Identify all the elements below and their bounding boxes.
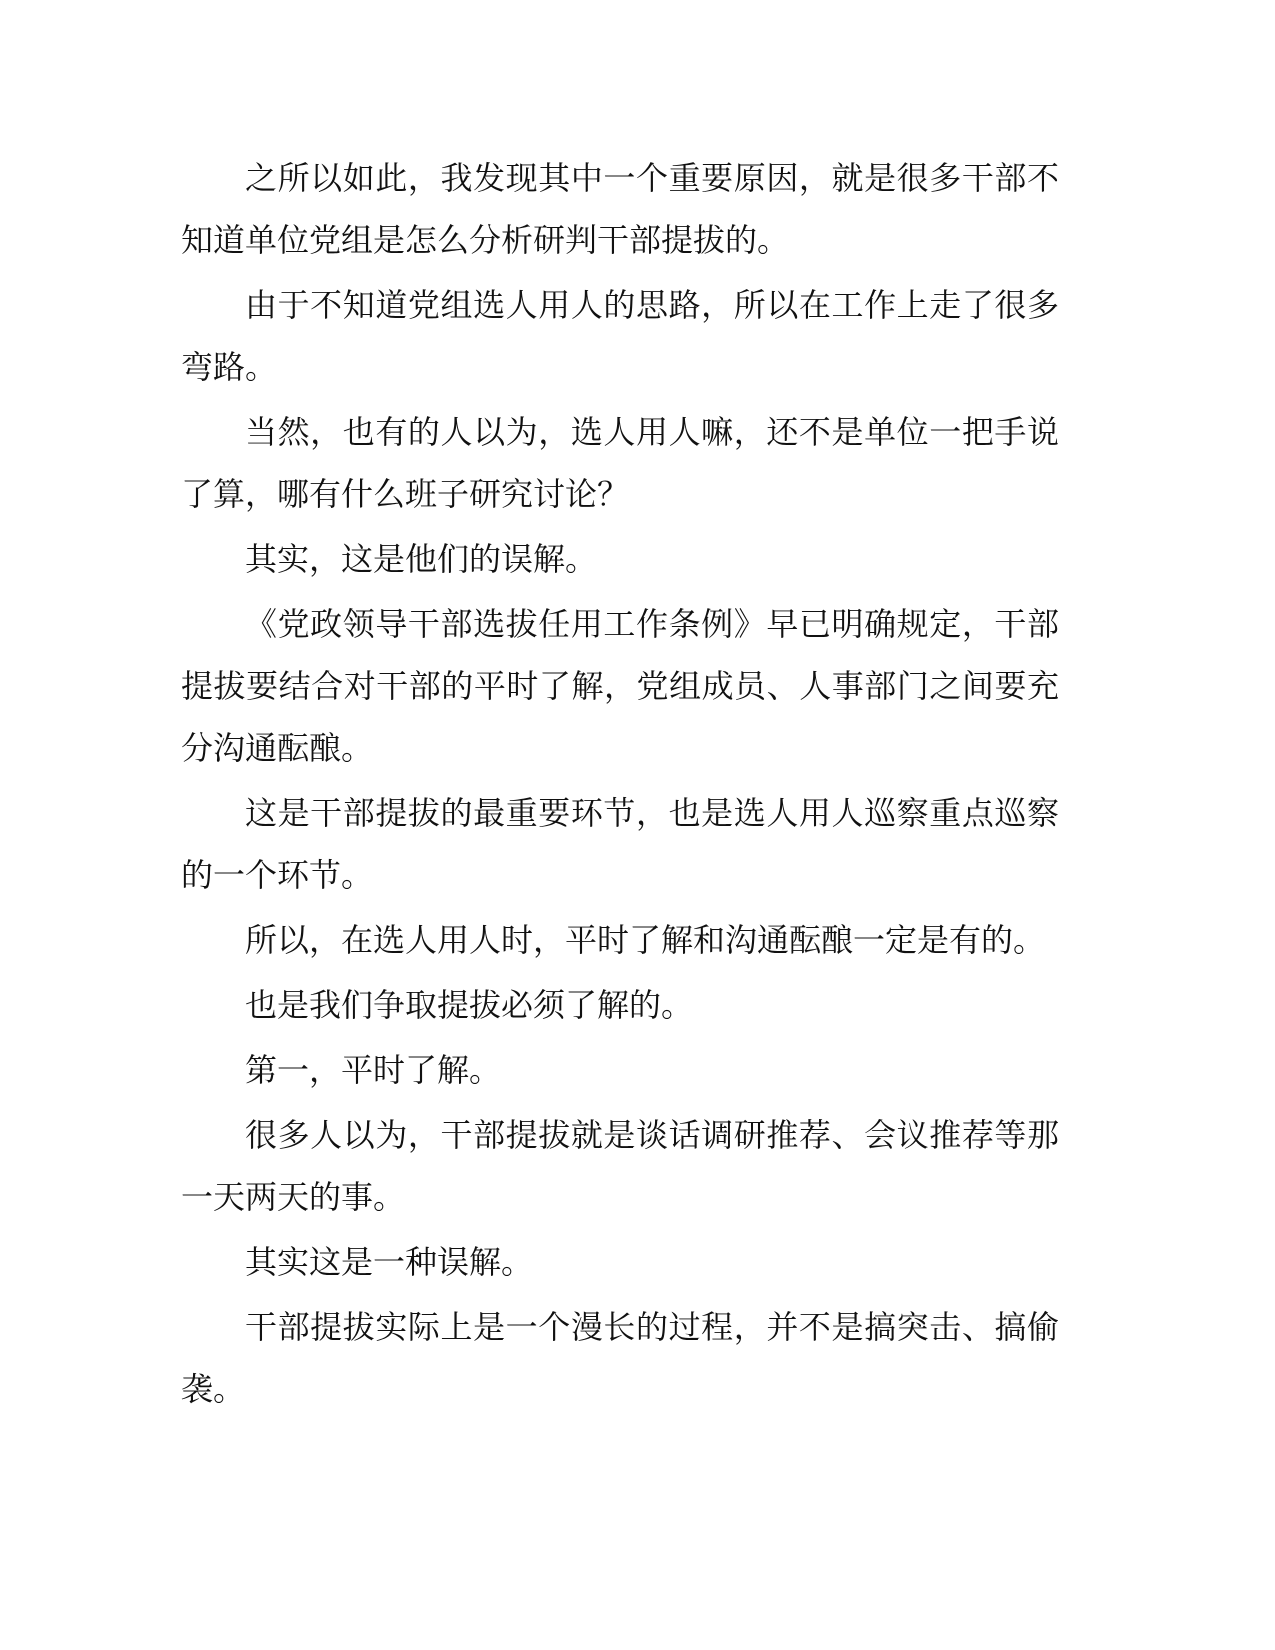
paragraph: 其实这是一种误解。 [245, 1243, 534, 1281]
paragraph: 所以，在选人用人时，平时了解和沟通酝酿一定是有的。 [245, 921, 1046, 959]
paragraph: 之所以如此，我发现其中一个重要原因，就是很多干部不知道单位党组是怎么分析研判干部提拔的。 [181, 159, 1059, 259]
paragraph: 《党政领导干部选拔任用工作条例》早已明确规定，干部提拔要结合对干部的平时了解，党组成员、人事部门之间要充分沟通酝酿。 [181, 605, 1059, 767]
paragraph: 第一，平时了解。 [245, 1051, 502, 1089]
paragraph: 由于不知道党组选人用人的思路，所以在工作上走了很多弯路。 [181, 286, 1059, 386]
document-body [181, 147, 1059, 1423]
paragraph: 也是我们争取提拔必须了解的。 [245, 986, 694, 1024]
paragraph: 其实，这是他们的误解。 [245, 540, 598, 578]
paragraph: 当然，也有的人以为，选人用人嘛，还不是单位一把手说了算，哪有什么班子研究讨论？ [181, 413, 1059, 513]
paragraph: 很多人以为，干部提拔就是谈话调研推荐、会议推荐等那一天两天的事。 [181, 1116, 1059, 1216]
paragraph: 干部提拔实际上是一个漫长的过程，并不是搞突击、搞偷袭。 [181, 1308, 1059, 1408]
paragraph: 这是干部提拔的最重要环节，也是选人用人巡察重点巡察的一个环节。 [181, 794, 1059, 894]
